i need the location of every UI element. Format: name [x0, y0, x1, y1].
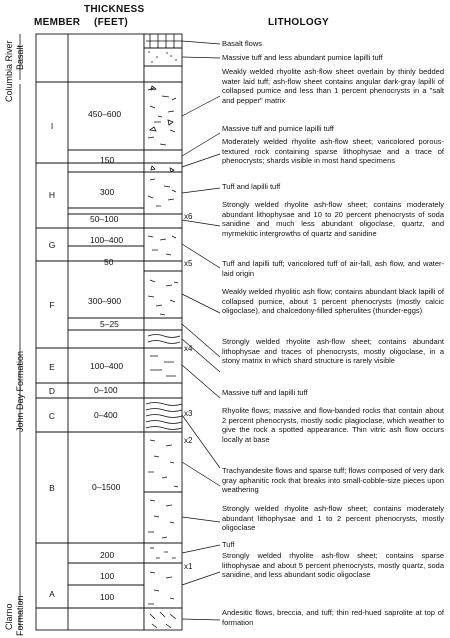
thickness-value: 50: [104, 257, 114, 267]
lithology-column: [144, 34, 182, 630]
lithology-description: Strongly welded rhyolite ash-flow sheet; contains abundant lithophysae and traces of phenocrysts, mostly oligoclase, in a stony matrix in which shard structure is rarely visible: [222, 337, 444, 366]
formation-john-day: John Day Formation: [15, 350, 25, 432]
thickness-header: THICKNESS: [84, 4, 145, 15]
unit-marker: x5: [184, 259, 193, 268]
thickness-value: 100: [100, 571, 115, 581]
lithology-description: Weakly welded rhyolitic ash flow; contains abundant black lapilli of collapsed pumice, about 1 percent phenocrysts (mostly calcic oligoclase), and chalcedony-filled spherulites (thunder-eggs): [222, 287, 444, 316]
lithology-description: Tuff and lapilli tuff: [222, 182, 281, 191]
thickness-value: 300–900: [88, 296, 122, 306]
thickness-value: 150: [100, 155, 115, 165]
feet-header: (FEET): [94, 17, 129, 28]
lithology-description: Strongly welded rhyolite ash-flow sheet; contains sparse lithophysae and about 5 percent phenocrysts, mostly quartz, soda sanidine, and less abundant sodic oligoclase: [222, 551, 444, 580]
member-label: I: [50, 121, 54, 131]
lithology-description: Trachyandesite flows and sparse tuff; flows composed of very dark gray aphanitic rock that breaks into small-cobble-size pieces upon weathering: [222, 466, 444, 495]
lithology-description: Strongly welded rhyolite ash-flow sheet; contains moderately abundant lithophysae and 10 to 20 percent phenocrysts of soda sanidine and much less abundant oligoclase, quartz, and myrmekitic intergrowths of quartz and sanidine: [222, 200, 444, 238]
lithology-description: Andesitic flows, breccia, and tuff; thin red-hued saprolite at top of formation: [222, 608, 444, 627]
unit-marker: x1: [184, 562, 193, 571]
unit-marker: x2: [184, 436, 193, 445]
member-label: B: [49, 483, 55, 493]
formation-clarno: Clarno: [4, 603, 14, 630]
member-label: H: [48, 190, 56, 200]
member-label: C: [48, 411, 56, 421]
leader-lines: [182, 41, 220, 620]
lithology-description: Massive tuff and less abundant pumice lapilli tuff: [222, 53, 383, 62]
member-label: D: [48, 386, 56, 396]
lithology-description: Basalt flows: [222, 39, 263, 48]
lithology-description: Weakly welded rhyolite ash-flow sheet overlain by thinly bedded water laid tuff; ash-flow sheet contains angular dark-gray lapilli of collapsed pumice and less than 1 percent phenocrysts in a "salt and pepper" matrix: [222, 67, 444, 105]
thickness-value: 450–600: [88, 109, 122, 119]
formation-columbia-river: Columbia River: [4, 40, 14, 102]
member-label: G: [48, 240, 56, 250]
thickness-value: 0–1500: [92, 482, 121, 492]
lithology-description: Massive tuff and pumice lapilli tuff: [222, 124, 334, 133]
unit-marker: x3: [184, 409, 193, 418]
thickness-value: 0–400: [94, 410, 118, 420]
thickness-value: 5–25: [100, 319, 119, 329]
thickness-value: 100–400: [90, 361, 124, 371]
unit-marker: x4: [184, 344, 193, 353]
thickness-value: 50–100: [90, 214, 119, 224]
member-label: A: [49, 589, 55, 599]
lithology-description: Moderately welded rhyolite ash-flow sheet; varicolored porous-textured rock containing sparse lithophysae and a trace of phenocrysts; shards visible in most hand specimens: [222, 137, 444, 166]
member-label: E: [49, 362, 55, 372]
lithology-description: Massive tuff and lapilli tuff: [222, 388, 308, 397]
thickness-value: 200: [100, 550, 115, 560]
lithology-header: LITHOLOGY: [268, 17, 330, 28]
thickness-value: 0–100: [94, 385, 118, 395]
lithology-description: Strongly welded rhyolite ash-flow sheet; contains moderately abundant lithophysae and 1 to 2 percent phenocrysts, mostly oligoclase: [222, 504, 444, 533]
lithology-description: Tuff and lapilli tuff; varicolored tuff of air-fall, ash flow, and water-laid origin: [222, 259, 444, 278]
thickness-value: 100: [100, 592, 115, 602]
member-header: MEMBER: [34, 17, 81, 28]
formation-clarno-formation: Formation: [15, 595, 25, 636]
unit-marker: x6: [184, 212, 193, 221]
thickness-value: 100–400: [90, 235, 124, 245]
thickness-value: 300: [100, 187, 115, 197]
formation-basalt: Basalt: [15, 44, 25, 70]
member-label: F: [49, 300, 55, 310]
lithology-description: Tuff: [222, 540, 235, 549]
lithology-description: Rhyolite flows; massive and flow-banded rocks that contain about 2 percent phenocrysts, mostly sodic plagioclase, which weather to give the rock a spotted appearance. Thin vitric ash flow occurs locally at base: [222, 406, 444, 444]
